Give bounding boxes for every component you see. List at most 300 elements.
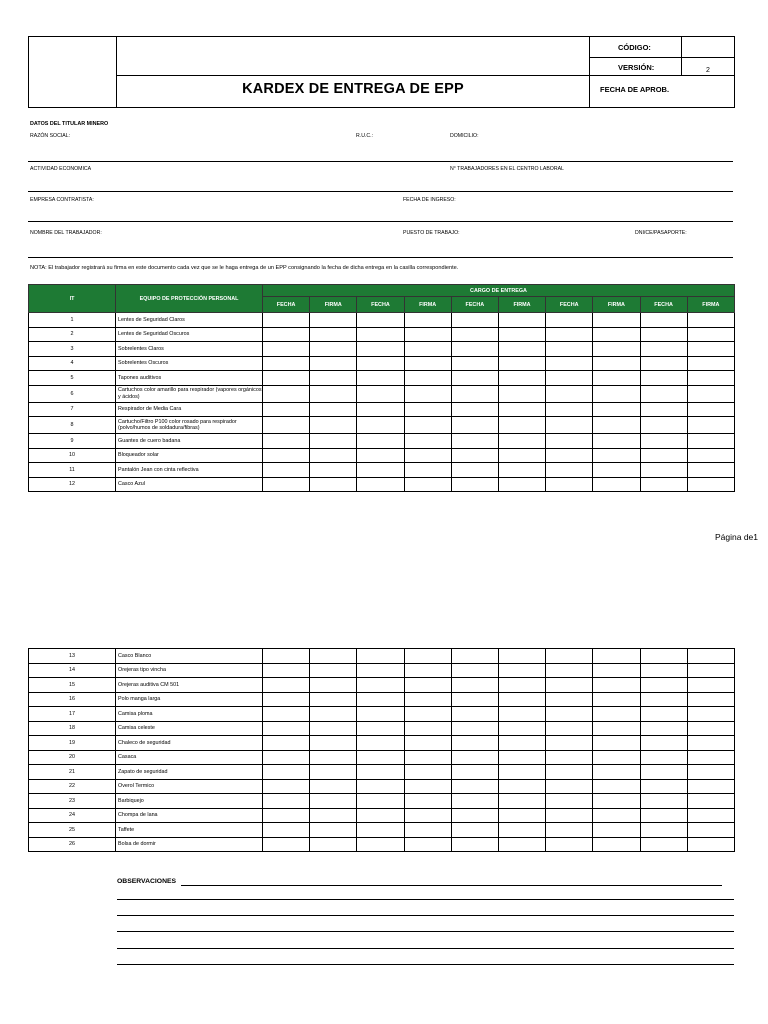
table-row — [29, 463, 735, 478]
item-name: Lentes de Seguridad Claros — [116, 313, 263, 328]
observaciones-line[interactable] — [117, 931, 734, 932]
fecha-cell[interactable] — [263, 356, 310, 371]
fecha-cell[interactable] — [263, 794, 310, 809]
item-number: 20 — [29, 750, 116, 765]
firma-cell[interactable] — [687, 736, 734, 751]
observaciones-underline[interactable] — [181, 885, 722, 886]
fecha-cell[interactable] — [546, 385, 593, 402]
fecha-cell[interactable] — [451, 663, 498, 678]
fecha-cell[interactable] — [263, 837, 310, 852]
firma-cell[interactable] — [593, 707, 640, 722]
fecha-cell[interactable] — [640, 678, 687, 693]
fecha-cell[interactable] — [263, 402, 310, 417]
fecha-cell[interactable] — [451, 356, 498, 371]
firma-cell[interactable] — [310, 678, 357, 693]
firma-cell[interactable] — [687, 463, 734, 478]
firma-cell[interactable] — [404, 837, 451, 852]
firma-cell[interactable] — [310, 327, 357, 342]
firma-cell[interactable] — [310, 837, 357, 852]
table-row — [29, 448, 735, 463]
firma-cell[interactable] — [498, 313, 545, 328]
fecha-cell[interactable] — [357, 721, 404, 736]
fecha-cell[interactable] — [640, 663, 687, 678]
fecha-cell[interactable] — [263, 765, 310, 780]
fecha-cell[interactable] — [451, 837, 498, 852]
fecha-cell[interactable] — [451, 678, 498, 693]
firma-cell[interactable] — [404, 417, 451, 434]
fecha-cell[interactable] — [546, 434, 593, 449]
fecha-cell[interactable] — [451, 808, 498, 823]
fecha-cell[interactable] — [357, 448, 404, 463]
fecha-cell[interactable] — [451, 385, 498, 402]
fecha-cell[interactable] — [546, 779, 593, 794]
firma-cell[interactable] — [687, 823, 734, 838]
firma-cell[interactable] — [687, 402, 734, 417]
firma-cell[interactable] — [310, 371, 357, 386]
fecha-cell[interactable] — [451, 692, 498, 707]
firma-cell[interactable] — [310, 823, 357, 838]
firma-cell[interactable] — [310, 417, 357, 434]
fecha-cell[interactable] — [263, 663, 310, 678]
firma-cell[interactable] — [687, 721, 734, 736]
field-underline — [28, 257, 733, 258]
fecha-cell[interactable] — [263, 448, 310, 463]
codigo-label: CÓDIGO: — [618, 43, 651, 52]
firma-cell[interactable] — [498, 808, 545, 823]
fecha-cell[interactable] — [640, 649, 687, 664]
fecha-cell[interactable] — [357, 327, 404, 342]
firma-cell[interactable] — [593, 434, 640, 449]
firma-cell[interactable] — [498, 794, 545, 809]
fecha-cell[interactable] — [640, 808, 687, 823]
firma-cell[interactable] — [687, 707, 734, 722]
firma-cell[interactable] — [310, 342, 357, 357]
item-number: 17 — [29, 707, 116, 722]
firma-cell[interactable] — [687, 313, 734, 328]
firma-cell[interactable] — [498, 663, 545, 678]
item-name: Respirador de Media Cara — [116, 402, 263, 417]
fecha-cell[interactable] — [263, 385, 310, 402]
fecha-cell[interactable] — [451, 794, 498, 809]
fecha-cell[interactable] — [546, 794, 593, 809]
firma-cell[interactable] — [593, 448, 640, 463]
item-name: Casco Azul — [116, 477, 263, 492]
firma-cell[interactable] — [687, 356, 734, 371]
firma-cell[interactable] — [498, 823, 545, 838]
fecha-cell[interactable] — [640, 327, 687, 342]
fecha-cell[interactable] — [640, 448, 687, 463]
firma-cell[interactable] — [687, 765, 734, 780]
firma-cell[interactable] — [310, 707, 357, 722]
observaciones-line[interactable] — [117, 948, 734, 949]
firma-cell[interactable] — [593, 663, 640, 678]
table-row — [29, 707, 735, 722]
fecha-cell[interactable] — [640, 371, 687, 386]
fecha-cell[interactable] — [263, 434, 310, 449]
fecha-cell[interactable] — [451, 721, 498, 736]
firma-cell[interactable] — [310, 750, 357, 765]
fecha-cell[interactable] — [451, 736, 498, 751]
firma-cell[interactable] — [310, 402, 357, 417]
table-row — [29, 313, 735, 328]
firma-cell[interactable] — [404, 692, 451, 707]
firma-cell[interactable] — [404, 750, 451, 765]
fecha-cell[interactable] — [546, 750, 593, 765]
fecha-cell[interactable] — [357, 692, 404, 707]
firma-cell[interactable] — [593, 692, 640, 707]
fecha-cell[interactable] — [451, 750, 498, 765]
firma-cell[interactable] — [687, 794, 734, 809]
firma-cell[interactable] — [687, 678, 734, 693]
table-row — [29, 678, 735, 693]
fecha-cell[interactable] — [263, 313, 310, 328]
firma-cell[interactable] — [498, 750, 545, 765]
fecha-cell[interactable] — [357, 779, 404, 794]
firma-cell[interactable] — [687, 342, 734, 357]
firma-cell[interactable] — [687, 417, 734, 434]
firma-cell[interactable] — [310, 794, 357, 809]
firma-cell[interactable] — [498, 477, 545, 492]
fecha-cell[interactable] — [357, 463, 404, 478]
observaciones-line[interactable] — [117, 899, 734, 900]
fecha-cell[interactable] — [357, 477, 404, 492]
fecha-cell[interactable] — [451, 327, 498, 342]
fecha-cell[interactable] — [357, 678, 404, 693]
fecha-cell[interactable] — [263, 678, 310, 693]
firma-cell[interactable] — [593, 794, 640, 809]
fecha-cell[interactable] — [357, 808, 404, 823]
fecha-cell[interactable] — [640, 721, 687, 736]
firma-cell[interactable] — [498, 649, 545, 664]
razon-social-label: RAZÓN SOCIAL: — [30, 133, 71, 139]
fecha-cell[interactable] — [546, 371, 593, 386]
firma-cell[interactable] — [404, 356, 451, 371]
item-number: 6 — [29, 385, 116, 402]
fecha-cell[interactable] — [451, 417, 498, 434]
fecha-cell[interactable] — [357, 823, 404, 838]
firma-cell[interactable] — [498, 463, 545, 478]
firma-cell[interactable] — [498, 356, 545, 371]
firma-cell[interactable] — [687, 434, 734, 449]
fecha-cell[interactable] — [546, 736, 593, 751]
fecha-cell[interactable] — [451, 707, 498, 722]
fecha-cell[interactable] — [640, 794, 687, 809]
fecha-cell[interactable] — [263, 327, 310, 342]
fecha-cell[interactable] — [546, 313, 593, 328]
firma-cell[interactable] — [404, 313, 451, 328]
firma-cell[interactable] — [310, 721, 357, 736]
fecha-cell[interactable] — [451, 477, 498, 492]
firma-cell[interactable] — [593, 779, 640, 794]
item-number: 16 — [29, 692, 116, 707]
firma-cell[interactable] — [593, 385, 640, 402]
firma-cell[interactable] — [687, 371, 734, 386]
firma-cell[interactable] — [687, 448, 734, 463]
fecha-cell[interactable] — [546, 402, 593, 417]
firma-cell[interactable] — [593, 417, 640, 434]
fecha-cell[interactable] — [263, 417, 310, 434]
firma-cell[interactable] — [404, 385, 451, 402]
fecha-cell[interactable] — [546, 417, 593, 434]
fecha-cell[interactable] — [451, 402, 498, 417]
col-it-header: IT — [29, 285, 116, 313]
fecha-cell[interactable] — [263, 342, 310, 357]
fecha-cell[interactable] — [357, 794, 404, 809]
fecha-cell[interactable] — [640, 823, 687, 838]
firma-cell[interactable] — [687, 779, 734, 794]
fecha-cell[interactable] — [263, 721, 310, 736]
firma-cell[interactable] — [593, 327, 640, 342]
firma-cell[interactable] — [593, 402, 640, 417]
fecha-cell[interactable] — [357, 837, 404, 852]
fecha-cell[interactable] — [546, 356, 593, 371]
firma-cell[interactable] — [310, 808, 357, 823]
item-number: 18 — [29, 721, 116, 736]
firma-cell[interactable] — [593, 823, 640, 838]
fecha-cell[interactable] — [357, 313, 404, 328]
firma-cell[interactable] — [593, 837, 640, 852]
fecha-cell[interactable] — [357, 417, 404, 434]
fecha-cell[interactable] — [451, 463, 498, 478]
fecha-cell[interactable] — [263, 808, 310, 823]
firma-cell[interactable] — [687, 649, 734, 664]
fecha-cell[interactable] — [546, 342, 593, 357]
firma-cell[interactable] — [404, 736, 451, 751]
fecha-cell[interactable] — [546, 823, 593, 838]
fecha-cell[interactable] — [451, 342, 498, 357]
fecha-cell[interactable] — [546, 837, 593, 852]
fecha-cell[interactable] — [263, 463, 310, 478]
firma-cell[interactable] — [404, 779, 451, 794]
fecha-cell[interactable] — [640, 342, 687, 357]
firma-cell[interactable] — [687, 837, 734, 852]
firma-cell[interactable] — [593, 371, 640, 386]
fecha-cell[interactable] — [263, 707, 310, 722]
fecha-cell[interactable] — [263, 750, 310, 765]
table-row — [29, 692, 735, 707]
firma-cell[interactable] — [498, 692, 545, 707]
table-row — [29, 356, 735, 371]
firma-cell[interactable] — [498, 327, 545, 342]
item-number: 1 — [29, 313, 116, 328]
fecha-cell[interactable] — [640, 765, 687, 780]
firma-cell[interactable] — [404, 663, 451, 678]
fecha-cell[interactable] — [357, 385, 404, 402]
fecha-cell[interactable] — [640, 736, 687, 751]
fecha-cell[interactable] — [640, 837, 687, 852]
firma-cell[interactable] — [310, 765, 357, 780]
fecha-cell[interactable] — [546, 765, 593, 780]
firma-cell[interactable] — [593, 721, 640, 736]
fecha-cell[interactable] — [546, 808, 593, 823]
fecha-cell[interactable] — [640, 463, 687, 478]
firma-cell[interactable] — [310, 448, 357, 463]
fecha-cell[interactable] — [263, 779, 310, 794]
dni-label: DNI/CE/PASAPORTE: — [635, 230, 687, 236]
firma-cell[interactable] — [498, 448, 545, 463]
firma-cell[interactable] — [310, 779, 357, 794]
fecha-cell[interactable] — [546, 327, 593, 342]
fecha-cell[interactable] — [263, 477, 310, 492]
firma-cell[interactable] — [593, 736, 640, 751]
firma-cell[interactable] — [404, 463, 451, 478]
firma-cell[interactable] — [687, 808, 734, 823]
fecha-cell[interactable] — [357, 402, 404, 417]
firma-cell[interactable] — [593, 477, 640, 492]
fecha-cell[interactable] — [357, 707, 404, 722]
fecha-cell[interactable] — [546, 707, 593, 722]
firma-cell[interactable] — [310, 434, 357, 449]
firma-cell[interactable] — [404, 342, 451, 357]
fecha-cell[interactable] — [451, 434, 498, 449]
firma-cell[interactable] — [498, 736, 545, 751]
firma-cell[interactable] — [310, 385, 357, 402]
firma-cell[interactable] — [687, 327, 734, 342]
fecha-cell[interactable] — [451, 823, 498, 838]
table-row — [29, 794, 735, 809]
firma-cell[interactable] — [404, 434, 451, 449]
fecha-cell[interactable] — [640, 356, 687, 371]
fecha-cell[interactable] — [546, 649, 593, 664]
fecha-cell[interactable] — [357, 765, 404, 780]
fecha-cell[interactable] — [263, 649, 310, 664]
fecha-cell[interactable] — [640, 385, 687, 402]
fecha-cell[interactable] — [546, 477, 593, 492]
firma-cell[interactable] — [498, 707, 545, 722]
fecha-cell[interactable] — [357, 371, 404, 386]
fecha-cell[interactable] — [451, 779, 498, 794]
fecha-cell[interactable] — [640, 707, 687, 722]
fecha-cell[interactable] — [546, 721, 593, 736]
item-name: Casaca — [116, 750, 263, 765]
firma-cell[interactable] — [687, 477, 734, 492]
item-name: Overol Termico — [116, 779, 263, 794]
firma-cell[interactable] — [498, 678, 545, 693]
firma-cell[interactable] — [593, 765, 640, 780]
table-row — [29, 402, 735, 417]
item-number: 5 — [29, 371, 116, 386]
firma-cell[interactable] — [498, 385, 545, 402]
fecha-cell[interactable] — [640, 402, 687, 417]
firma-cell[interactable] — [310, 463, 357, 478]
fecha-cell[interactable] — [357, 434, 404, 449]
firma-cell[interactable] — [404, 808, 451, 823]
item-name: Camisa celeste — [116, 721, 263, 736]
firma-cell[interactable] — [687, 385, 734, 402]
firma-cell[interactable] — [498, 721, 545, 736]
fecha-cell[interactable] — [263, 823, 310, 838]
firma-cell[interactable] — [404, 721, 451, 736]
fecha-cell[interactable] — [357, 356, 404, 371]
firma-cell[interactable] — [498, 371, 545, 386]
fecha-cell[interactable] — [263, 736, 310, 751]
firma-cell[interactable] — [498, 434, 545, 449]
firma-cell[interactable] — [404, 448, 451, 463]
firma-cell[interactable] — [310, 356, 357, 371]
fecha-cell[interactable] — [640, 750, 687, 765]
firma-cell[interactable] — [404, 765, 451, 780]
firma-cell[interactable] — [498, 402, 545, 417]
firma-cell[interactable] — [593, 649, 640, 664]
firma-cell[interactable] — [498, 765, 545, 780]
firma-cell[interactable] — [687, 750, 734, 765]
fecha-cell[interactable] — [451, 448, 498, 463]
fecha-cell[interactable] — [546, 463, 593, 478]
firma-cell[interactable] — [687, 663, 734, 678]
firma-cell[interactable] — [498, 342, 545, 357]
fecha-cell[interactable] — [451, 765, 498, 780]
table-row — [29, 371, 735, 386]
firma-cell[interactable] — [593, 750, 640, 765]
firma-cell[interactable] — [310, 649, 357, 664]
firma-cell[interactable] — [404, 402, 451, 417]
fecha-cell[interactable] — [546, 448, 593, 463]
empresa-label: EMPRESA CONTRATISTA: — [30, 197, 94, 203]
fecha-cell[interactable] — [263, 371, 310, 386]
fecha-cell[interactable] — [640, 477, 687, 492]
fecha-cell[interactable] — [640, 417, 687, 434]
table-row — [29, 808, 735, 823]
firma-cell[interactable] — [310, 692, 357, 707]
firma-cell[interactable] — [498, 779, 545, 794]
firma-cell[interactable] — [593, 463, 640, 478]
fecha-cell[interactable] — [546, 692, 593, 707]
fecha-cell[interactable] — [357, 736, 404, 751]
item-name: Chompa de lana — [116, 808, 263, 823]
observaciones-line[interactable] — [117, 964, 734, 965]
firma-cell[interactable] — [404, 823, 451, 838]
firma-cell[interactable] — [404, 794, 451, 809]
firma-cell[interactable] — [404, 649, 451, 664]
firma-cell[interactable] — [310, 663, 357, 678]
firma-cell[interactable] — [593, 808, 640, 823]
fecha-cell[interactable] — [451, 313, 498, 328]
field-underline — [28, 191, 733, 192]
firma-cell[interactable] — [498, 417, 545, 434]
firma-cell[interactable] — [310, 313, 357, 328]
fecha-cell[interactable] — [640, 779, 687, 794]
firma-cell[interactable] — [404, 477, 451, 492]
fecha-cell[interactable] — [546, 678, 593, 693]
fecha-cell[interactable] — [640, 692, 687, 707]
firma-cell[interactable] — [593, 678, 640, 693]
firma-cell[interactable] — [404, 371, 451, 386]
firma-cell[interactable] — [404, 707, 451, 722]
firma-cell[interactable] — [404, 678, 451, 693]
item-name: Guantes de cuero badana — [116, 434, 263, 449]
firma-cell[interactable] — [404, 327, 451, 342]
fecha-cell[interactable] — [357, 342, 404, 357]
observaciones-line[interactable] — [117, 915, 734, 916]
firma-cell[interactable] — [310, 736, 357, 751]
firma-cell[interactable] — [498, 837, 545, 852]
fecha-cell[interactable] — [357, 750, 404, 765]
fecha-cell[interactable] — [451, 371, 498, 386]
fecha-cell[interactable] — [451, 649, 498, 664]
fecha-cell[interactable] — [640, 434, 687, 449]
fecha-cell[interactable] — [640, 313, 687, 328]
firma-cell[interactable] — [593, 313, 640, 328]
fecha-cell[interactable] — [546, 663, 593, 678]
item-number: 11 — [29, 463, 116, 478]
firma-cell[interactable] — [593, 342, 640, 357]
fecha-cell[interactable] — [357, 663, 404, 678]
fecha-cell[interactable] — [263, 692, 310, 707]
fecha-cell[interactable] — [357, 649, 404, 664]
firma-cell[interactable] — [593, 356, 640, 371]
firma-cell[interactable] — [310, 477, 357, 492]
firma-cell[interactable] — [687, 692, 734, 707]
